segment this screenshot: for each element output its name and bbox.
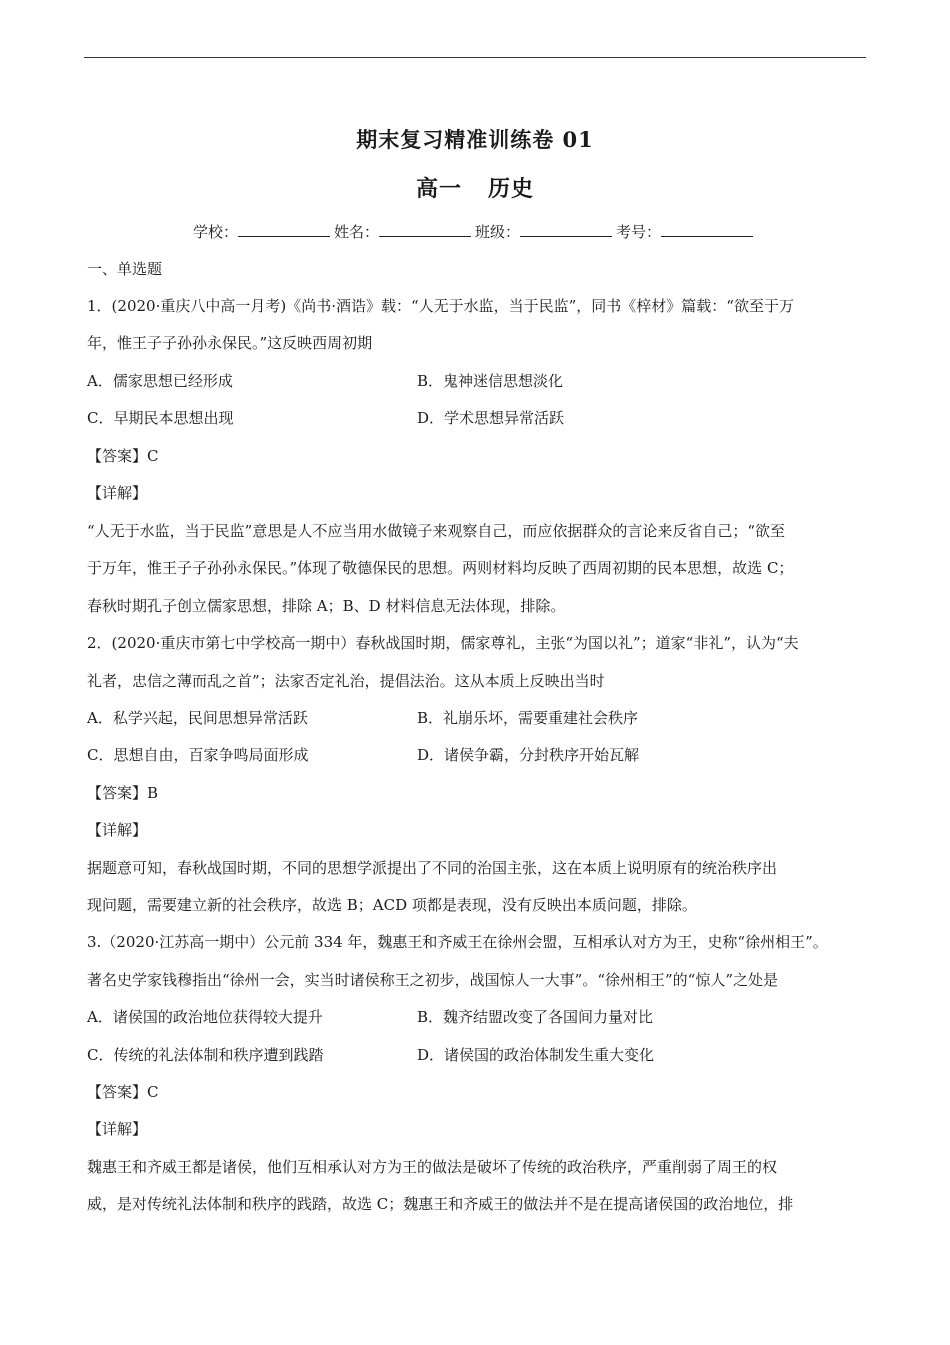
- question-3-stem-line-1: 3.（2020·江苏高一期中）公元前 334 年，魏惠王和齐威王在徐州会盟，互相承认对方为王，史称“徐州相王”。: [87, 933, 828, 951]
- question-2-answer: 【答案】B: [87, 784, 159, 802]
- question-2-detail-line-2: 现问题，需要建立新的社会秩序，故选 B；ACD 项都是表现，没有反映出本质问题，排除。: [87, 896, 697, 914]
- name-blank[interactable]: [379, 222, 471, 237]
- number-blank[interactable]: [661, 222, 753, 237]
- name-label: 姓名：: [333, 223, 379, 241]
- question-1-detail-line-3: 春秋时期孔子创立儒家思想，排除 A；B、D 材料信息无法体现，排除。: [87, 597, 566, 615]
- question-2-option-b: B．礼崩乐坏，需要重建社会秩序: [417, 709, 639, 727]
- question-2-detail-line-1: 据题意可知，春秋战国时期，不同的思想学派提出了不同的治国主张，这在本质上说明原有的统治秩序出: [87, 859, 778, 877]
- class-label: 班级：: [475, 223, 521, 241]
- page-subtitle: [0, 172, 950, 203]
- question-3-detail-label: 【详解】: [87, 1120, 148, 1138]
- question-3-detail-line-2: 威，是对传统礼法体制和秩序的践踏，故选 C；魏惠王和齐威王的做法并不是在提高诸侯国的政治地位，排: [87, 1195, 794, 1213]
- question-1-option-b: B．鬼神迷信思想淡化: [417, 372, 564, 390]
- class-field: [475, 221, 616, 242]
- class-blank[interactable]: [520, 222, 612, 237]
- section-heading: 一、单选题: [87, 260, 163, 278]
- question-1-detail-line-1: “人无于水监，当于民监”意思是人不应当用水做镜子来观察自己，而应依据群众的言论来反省自己；“欲至: [87, 522, 786, 540]
- question-1-answer: 【答案】C: [87, 447, 159, 465]
- grade-label: 高一: [415, 176, 462, 202]
- student-info-row: [0, 221, 950, 242]
- question-1-detail-line-2: 于万年，惟王子子孙孙永保民。”体现了敬德保民的思想。两则材料均反映了西周初期的民本思想，故选 C；: [87, 559, 794, 577]
- question-1-option-d: D．学术思想异常活跃: [417, 409, 565, 427]
- school-blank[interactable]: [238, 222, 330, 237]
- question-2-detail-label: 【详解】: [87, 821, 148, 839]
- question-1-stem-line-1: 1．(2020·重庆八中高一月考)《尚书·酒诰》载：“人无于水监，当于民监”，同书《梓材》篇载：“欲至于万: [87, 297, 794, 315]
- question-2-option-d: D．诸侯争霸，分封秩序开始瓦解: [417, 746, 640, 764]
- question-1-detail-label: 【详解】: [87, 484, 148, 502]
- question-3-option-b: B．魏齐结盟改变了各国间力量对比: [417, 1008, 654, 1026]
- number-label: 考号：: [616, 223, 662, 241]
- question-2-stem-line-2: 礼者，忠信之薄而乱之首”；法家否定礼治，提倡法治。这从本质上反映出当时: [87, 672, 605, 690]
- question-3-answer: 【答案】C: [87, 1083, 159, 1101]
- header-rule: [84, 57, 866, 58]
- question-3-option-a: A．诸侯国的政治地位获得较大提升: [87, 1008, 323, 1026]
- question-3-option-c: C．传统的礼法体制和秩序遭到践踏: [87, 1046, 324, 1064]
- question-2-option-c: C．思想自由，百家争鸣局面形成: [87, 746, 309, 764]
- question-1-option-c: C．早期民本思想出现: [87, 409, 234, 427]
- page-title: 期末复习精准训练卷 01: [356, 127, 594, 152]
- name-field: [334, 221, 475, 242]
- question-2-stem-line-1: 2．(2020·重庆市第七中学校高一期中）春秋战国时期，儒家尊礼，主张“为国以礼”；道家“非礼”，认为“夫: [87, 634, 799, 652]
- question-3-stem-line-2: 著名史学家钱穆指出“徐州一会，实当时诸侯称王之初步，战国惊人一大事”。“徐州相王”的“惊人”之处是: [87, 971, 779, 989]
- school-label: 学校：: [192, 223, 238, 241]
- subject-label: 历史: [488, 176, 535, 202]
- question-1-option-a: A．儒家思想已经形成: [87, 372, 233, 390]
- question-3-detail-line-1: 魏惠王和齐威王都是诸侯，他们互相承认对方为王的做法是破坏了传统的政治秩序，严重削弱了周王的权: [87, 1158, 778, 1176]
- question-3-option-d: D．诸侯国的政治体制发生重大变化: [417, 1046, 655, 1064]
- school-field: [193, 221, 334, 242]
- question-1-stem-line-2: 年，惟王子子孙孙永保民。”这反映西周初期: [87, 334, 373, 352]
- number-field: [616, 221, 757, 242]
- question-2-option-a: A．私学兴起，民间思想异常活跃: [87, 709, 308, 727]
